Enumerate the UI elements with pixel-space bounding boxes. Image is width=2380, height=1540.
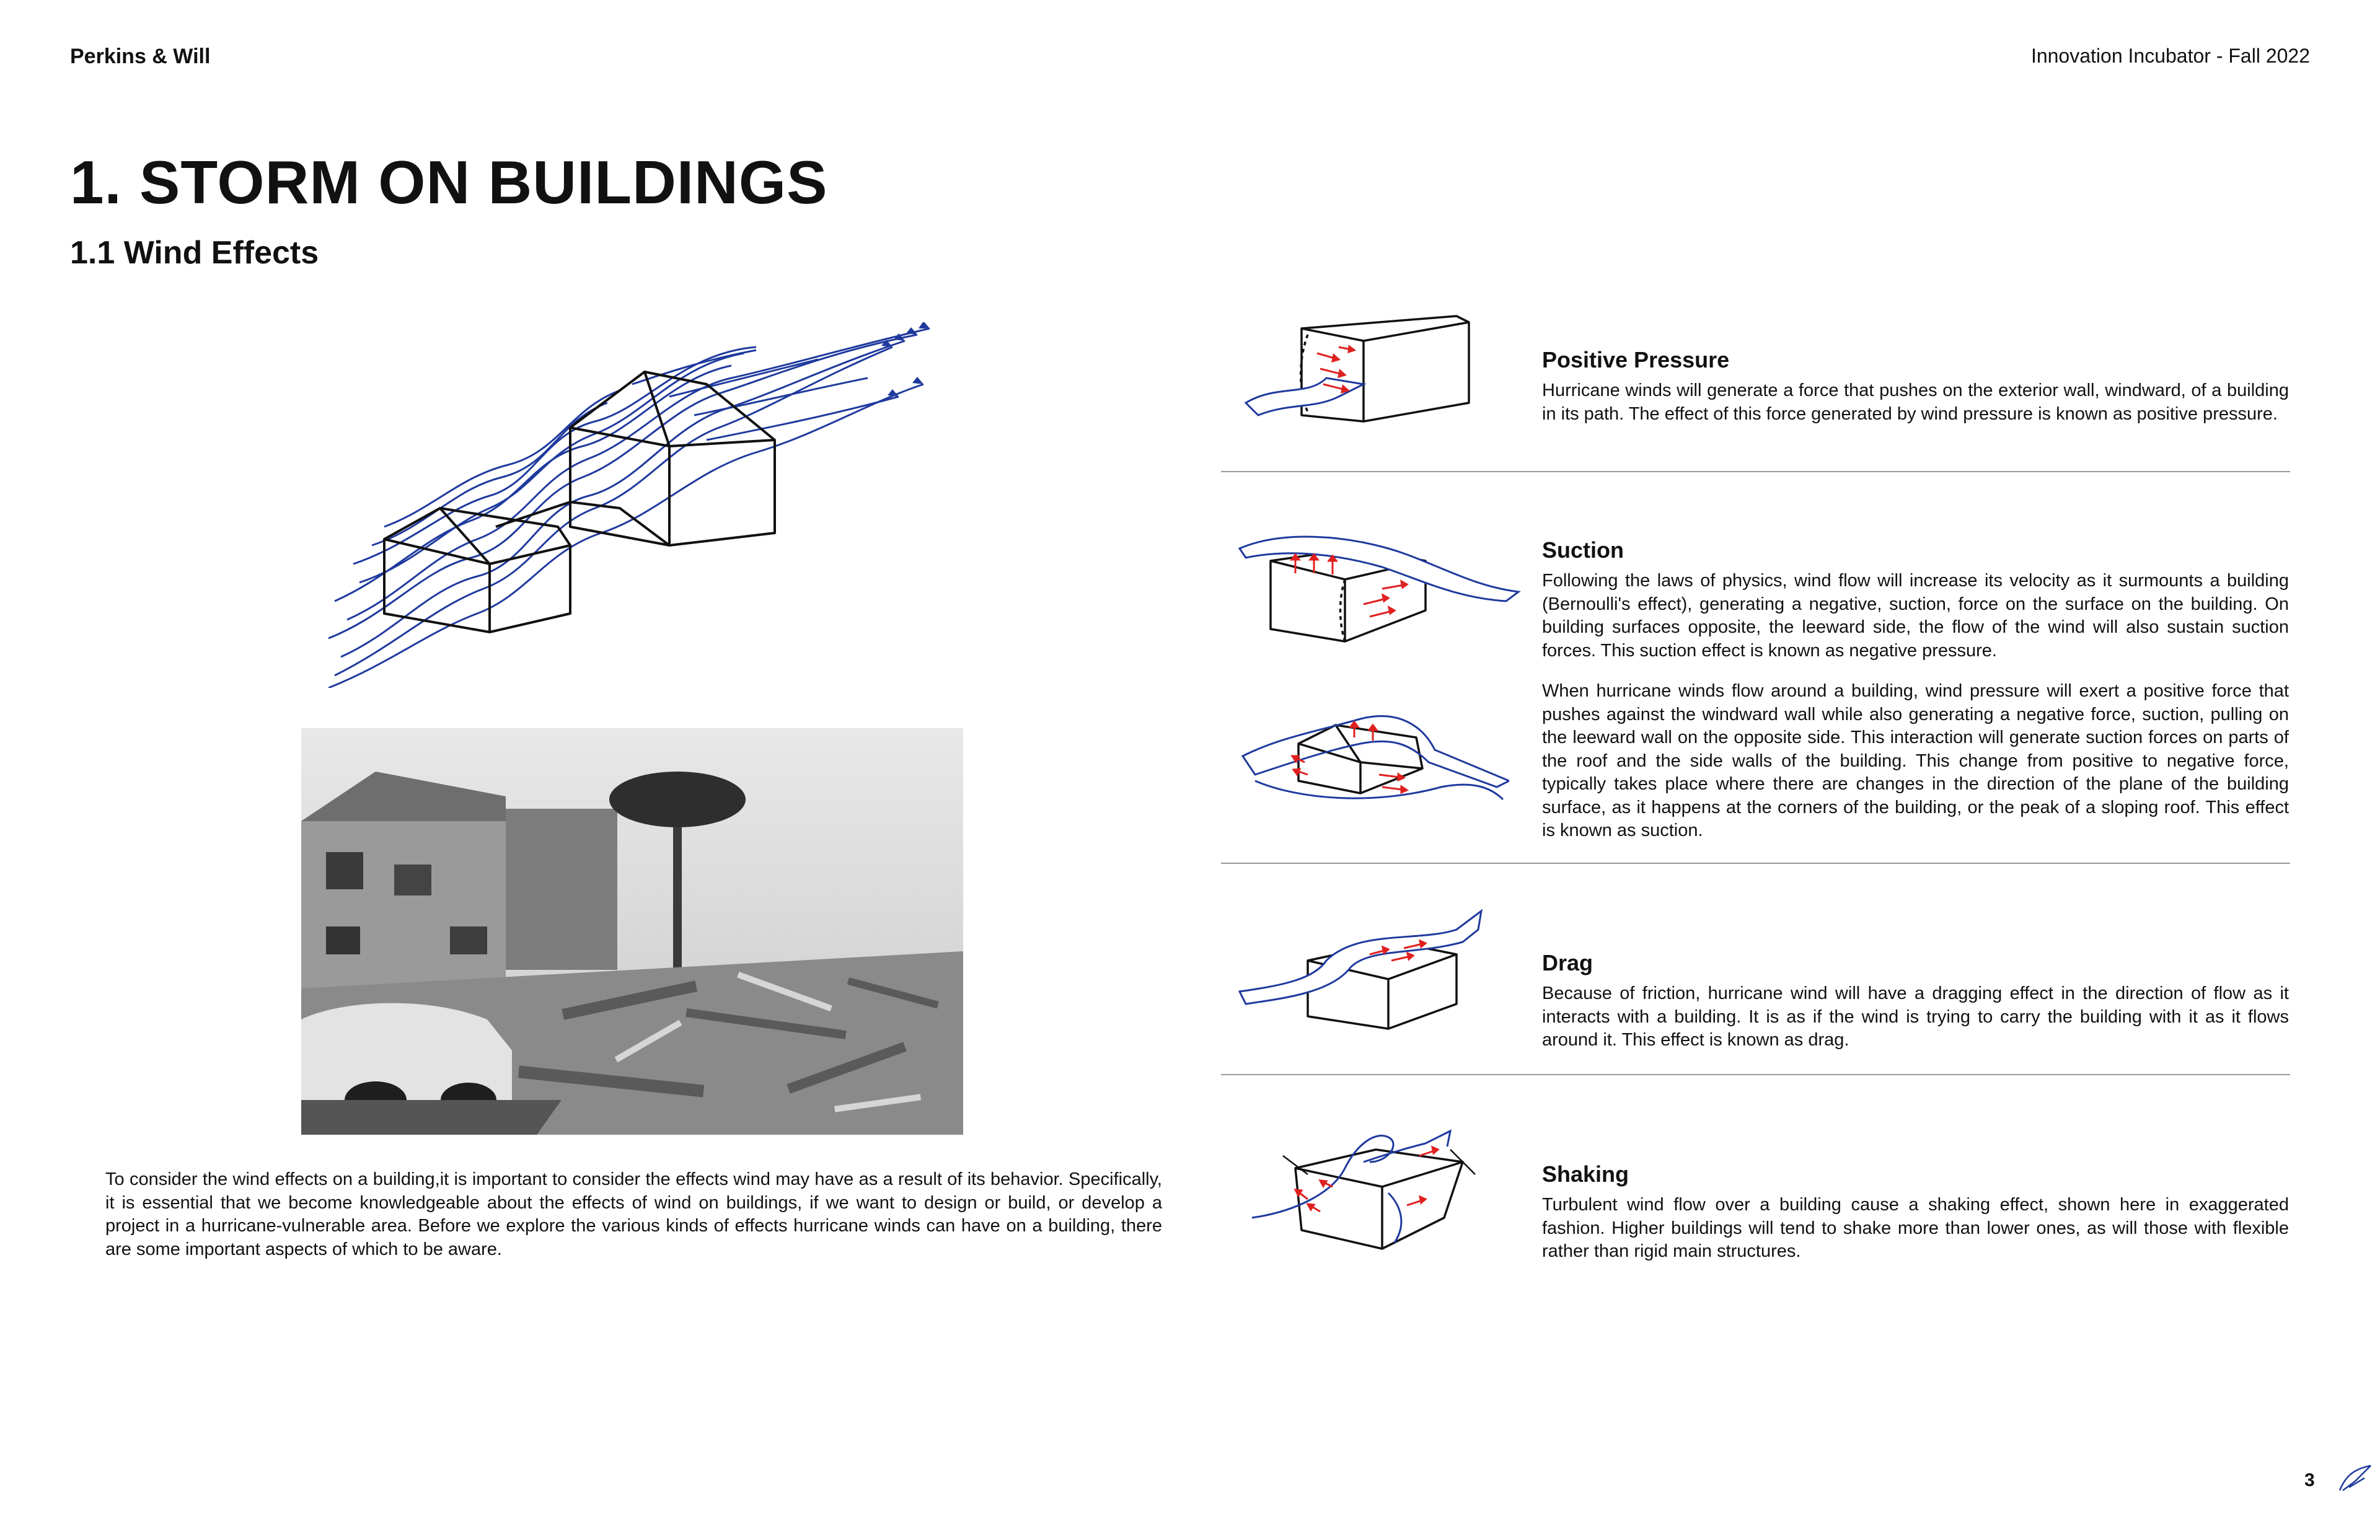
course-label: Innovation Incubator - Fall 2022 [2030, 45, 2310, 67]
section-text: When hurricane winds flow around a building, wind pressure will exert a positive force that pushes against the windward wall while also generating a negative force, suction, pulling on the leeward wall on the opposite side. This interaction will generate suction forces on parts of the roof and the side walls of the building. This change from positive to negative force, typically takes place where there are changes in the direction of the plane of the building surface, as it happens at the corners of the building, or the peak of a sloping roof. This effect is known as suction. [1542, 681, 2289, 840]
page-title: 1. STORM ON BUILDINGS [70, 148, 828, 216]
section-shaking [1542, 1161, 2289, 1264]
suction-diagram-bottom [1236, 700, 1509, 806]
section-text: Because of friction, hurricane wind will have a dragging effect in the direction of flow as it interacts with a building. It is as if the wind is trying to carry the building with it as it flows around it. This effect is known as drag. [1542, 983, 2289, 1050]
hurricane-damage-photo [301, 728, 963, 1135]
section-title: Drag [1542, 950, 1593, 975]
section-title: Suction [1542, 537, 1624, 563]
section-title: Shaking [1542, 1161, 1629, 1187]
shaking-diagram [1240, 1119, 1488, 1255]
suction-diagram-top [1233, 530, 1525, 648]
brand-name: Perkins & Will [70, 45, 211, 68]
section-positive-pressure [1542, 347, 2289, 426]
section-drag [1542, 950, 2289, 1052]
divider [1221, 863, 2290, 864]
section-text: Turbulent wind flow over a building cause a shaking effect, shown here in exaggerated fashion. Higher buildings will tend to shake more than lower ones, as will those with flexible rather than rigid main structures. [1542, 1195, 2289, 1261]
section-text: Following the laws of physics, wind flow will increase its velocity as it surmounts a building (Bernoulli's effect), generating a negative, suction, force on the surface on the building. On building surfaces opposite, the leeward side, the flow of the wind will also sustain suction forces. This suction effect is known as negative pressure. [1542, 571, 2289, 661]
section-suction [1542, 537, 2289, 843]
intro-paragraph: To consider the wind effects on a building,it is important to consider the effects wind may have as a result of its behavior. Specifically, it is essential that we become knowledgeable about the effects of wind on buildings, if we want to design or build, or develop a project in a hurricane-vulnerable area. Before we explore the various kinds of effects hurricane winds can have on a building, there are some important aspects of which to be aware. [105, 1169, 1162, 1259]
divider [1221, 471, 2290, 472]
divider [1221, 1074, 2290, 1075]
positive-pressure-diagram [1240, 310, 1481, 434]
logo-icon [2337, 1463, 2374, 1494]
drag-diagram [1233, 905, 1494, 1035]
section-title: Positive Pressure [1542, 347, 1730, 372]
page-number: 3 [2304, 1470, 2315, 1490]
wind-flow-illustration [322, 322, 942, 688]
section-text: Hurricane winds will generate a force that pushes on the exterior wall, windward, of a building in its path. The effect of this force generated by wind pressure is known as positive pressure. [1542, 381, 2289, 424]
section-subtitle: 1.1 Wind Effects [70, 235, 319, 271]
